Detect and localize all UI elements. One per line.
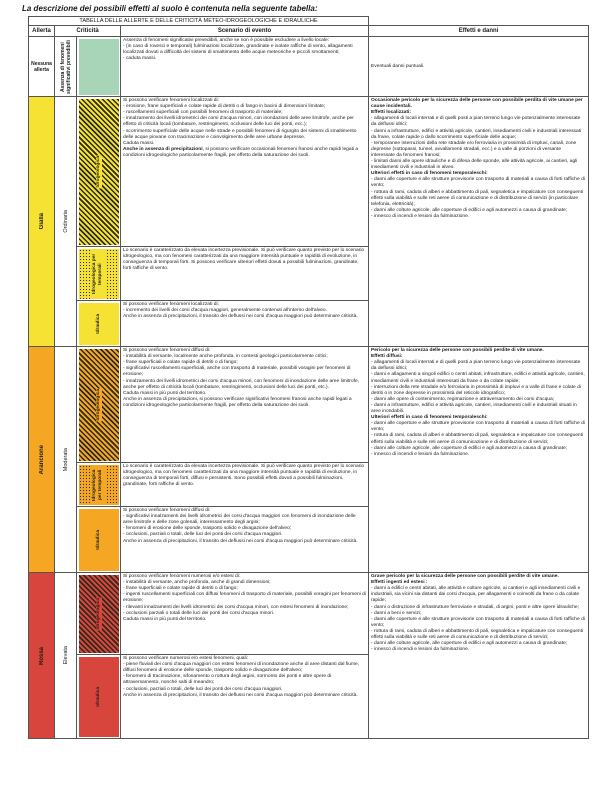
- allerta-orange-label: Arancione: [38, 444, 45, 475]
- scenario-line: - fenomeni di erosione delle sponde, trasporto solido e divagazione dell'alveo;: [123, 526, 292, 532]
- scenario-red-idraulica: [121, 655, 369, 739]
- scenario-tail: , si possono verificare occasionali fenomeni franosi anche rapidi legati a condizioni idrogeologiche particolarmente fragili, per effetto della saturazione dei suoli.: [123, 146, 359, 158]
- swatch-yellow-idrogeo: [79, 99, 119, 245]
- effetti-line: Eventuali danni puntuali.: [371, 63, 425, 69]
- effetti-line: - danni alle opere di contenimento, regimazione e attraversamento dei corsi d'acqua;: [371, 396, 555, 402]
- allerta-red-cell: [29, 573, 55, 739]
- swatch-orange-idrogeo: [79, 349, 119, 461]
- effetti-line: - danni o distruzione di infrastrutture ferroviarie e stradali, di argini, ponti e altre opere idrauliche;: [371, 604, 579, 610]
- header-effetti: Effetti e danni: [369, 26, 589, 37]
- effetti-red: [369, 573, 589, 739]
- effetti-line: Grave pericolo per la sicurezza delle persone con possibili perdite di vite umane.: [371, 574, 559, 580]
- scenario-line: - instabilità di versante, anche profonda, anche di grandi dimensioni;: [123, 580, 271, 586]
- intro-text: La descrizione dei possibili effetti al suolo è contenuta nella seguente tabella:: [22, 4, 318, 13]
- effetti-line: - rottura di rami, caduta di alberi e abbattimento di pali, segnaletica e impalcature con conseguenti effetti sulla viabilità e sulle reti aeree di comunicazione e di distribuzione di servizi (in particolare telefonia, elettricità);: [371, 189, 584, 207]
- criticita-red-label: Elevata: [62, 646, 69, 665]
- swatch-orange-idraulica: [79, 509, 119, 571]
- effetti-line: - danni a infrastrutture, edifici e attività agricole, cantieri, insediamenti civili e industriali interessati da frane, colate rapide o dallo scorrimento superficiale delle acque;: [371, 128, 582, 140]
- swatch-yellow-temporali: [79, 249, 119, 299]
- swatch-yellow-idraulica-cell: [77, 301, 121, 347]
- scenario-line: Si possono verificare numerosi e/o estesi fenomeni, quali:: [123, 656, 249, 662]
- effetti-line: - danni e allagamenti a singoli edifici o centri abitati, infrastrutture, edifici e attività agricole, cantieri, insediamenti civili e industriali interessati da frane o da colate rapide;: [371, 372, 585, 384]
- scenario-green: [121, 37, 369, 97]
- yellow-idrogeo-label: Idrogeologica: [95, 155, 101, 188]
- row-red-idrogeo: [29, 573, 589, 655]
- allerta-orange-cell: [29, 347, 55, 573]
- scenario-red-idrogeo: [121, 573, 369, 655]
- scenario-line: - innalzamento dei livelli idrometrici dei corsi d'acqua minori, con fenomeni di inondazione delle aree limitrofe, anche per effetto di criticità locali (tombature, restringimenti, occlusioni delle luci dei ponti, etc.).: [123, 378, 360, 390]
- yellow-idraulica-label: Idraulica: [95, 313, 101, 334]
- red-idraulica-label: Idraulica: [95, 686, 101, 707]
- effetti-line: - allagamenti di locali interrati e di quelli posti a pian terreno lungo vie potenzialmente interessate da deflussi idrici;: [371, 360, 581, 372]
- allerta-yellow-label: Gialla: [38, 213, 45, 230]
- scenario-line: Si possono verificare fenomeni diffusi di:: [123, 508, 211, 514]
- swatch-red-idrogeo: [79, 575, 119, 653]
- swatch-red-idraulica: [79, 657, 119, 737]
- header-allerta: Allerta: [29, 26, 55, 37]
- scenario-line: - ruscellamenti superficiali con possibili fenomeni di trasporto di materiale;: [123, 110, 283, 116]
- effetti-green: [369, 37, 589, 97]
- scenario-line: Si possono verificare fenomeni numerosi e/o estesi di:: [123, 574, 241, 580]
- effetti-line: - danni alle coperture e alle strutture provvisorie con trasporto di materiali a causa di forti raffiche di vento;: [371, 616, 585, 628]
- criticita-orange-cell: [55, 347, 77, 573]
- scenario-line: - caduta massi.: [123, 56, 157, 62]
- scenario-line: - frane superficiali e colate rapide di detriti o di fango;: [123, 586, 238, 592]
- swatch-yellow-idraulica: [79, 303, 119, 345]
- header-row: [29, 26, 589, 37]
- scenario-line: - piene fluviali dei corsi d'acqua maggiori con estesi fenomeni di inondazione anche di aree distanti dal fiume, diffusi fenomeni di erosione delle sponde, trasporto solido e divagazione dell'alveo;: [123, 662, 360, 674]
- effetti-line: - innesco di incendi e lesioni da fulminazione.: [371, 213, 470, 219]
- scenario-line: Caduta massi.: [123, 140, 155, 146]
- scenario-line: Lo scenario è caratterizzato da elevata incertezza previsionale. Si può verificare quanto previsto per lo scenario idrogeologico, ma con fenomeni caratterizzati da una maggiore intensità puntuale e rapidità di evoluzione, in conseguenza di temporali forti. Si possono verificare ulteriori effetti dovuti a possibili fulminazioni, grandinate, forti raffiche di vento.: [123, 248, 365, 272]
- allerta-green-label: Nessuna allerta: [31, 60, 52, 73]
- effetti-line: - danni a infrastrutture, edifici e attività agricole, cantieri, insediamenti civili e industriali situati in aree inondabili.: [371, 402, 577, 415]
- effetti-line: - danni alle colture agricole, alle coperture di edifici e agli automezzi a causa di grandinate;: [371, 207, 568, 213]
- criticita-green-label: Assenza di fenomeni significativi prevedibili: [59, 39, 72, 94]
- scenario-line: Si possono verificare fenomeni diffusi di:: [123, 348, 211, 354]
- scenario-orange-idrogeo: [121, 347, 369, 463]
- effetti-line: - danni alle coperture e alle strutture provvisorie con trasporto di materiali a causa di forti raffiche di vento;: [371, 177, 585, 189]
- scenario-orange-idraulica: [121, 507, 369, 573]
- effetti-line: - allagamenti di locali interrati e di quelli posti a pian terreno lungo vie potenzialmente interessate da deflussi idrici;: [371, 116, 581, 128]
- swatch-orange-temporali: [79, 465, 119, 505]
- criticita-red-cell: [55, 573, 77, 739]
- scenario-bold: Anche in assenza di precipitazioni: [123, 146, 203, 152]
- effetti-line: - danni a beni e servizi;: [371, 610, 422, 616]
- swatch-green: [79, 39, 119, 95]
- criticita-orange-label: Moderata: [62, 447, 69, 472]
- effetti-yellow: [369, 97, 589, 347]
- scenario-line: Lo scenario è caratterizzato da elevata incertezza previsionale. Si può verificare quanto previsto per lo scenario idrogeologico, ma con fenomeni caratterizzati da una maggiore intensità puntuale e rapidità di evoluzione, in conseguenza di temporali forti, diffusi e persistenti. Sono possibili effetti dovuti a possibili fulminazioni, grandinate, forti raffiche di vento.: [123, 464, 365, 488]
- effetti-line: - danni a edifici e centri abitati, alle attività e colture agricole, ai cantieri e agli insediamenti civili e industriali, sia vicini sia distanti dai corsi d'acqua, per allagamenti o coinvolti da frane o da colate rapide;: [371, 586, 581, 604]
- scenario-yellow-idrogeo: [121, 97, 369, 247]
- criticita-yellow-label: Ordinaria: [62, 210, 69, 233]
- scenario-line: Si possono verificare fenomeni localizzati di:: [123, 98, 219, 104]
- effetti-line: - rottura di rami, caduta di alberi e abbattimento di pali, segnaletica e impalcature con conseguenti effetti sulla viabilità e sulle reti aeree di comunicazione e di distribuzione di servizi;: [371, 628, 584, 641]
- scenario-line: Caduta massi in più punti del territorio.: [123, 390, 207, 396]
- scenario-line: - incremento dei livelli dei corsi d'acqua maggiori, generalmente contenuti all'interno dell'alveo.: [123, 308, 327, 314]
- scenario-line: - rilevanti innalzamenti dei livelli idrometrici dei corsi d'acqua minori, con estesi fenomeni di inondazione;: [123, 604, 349, 610]
- effetti-line: - innesco di incendi e lesioni da fulminazione.: [371, 647, 470, 653]
- effetti-orange: [369, 347, 589, 573]
- effetti-line: - danni alle colture agricole, alle coperture di edifici e agli automezzi a causa di grandinate;: [371, 641, 568, 647]
- orange-idraulica-label: Idraulica: [95, 529, 101, 550]
- alert-table: [28, 16, 589, 739]
- effetti-line: - danni alle coperture e alle strutture provvisorie con trasporto di materiali a causa di forti raffiche di vento;: [371, 421, 585, 433]
- effetti-line: - rottura di rami, caduta di alberi e abbattimento di pali, segnaletica e impalcature con conseguenti effetti sulla viabilità e sulle reti aeree di comunicazione e di distribuzione di servizi;: [371, 433, 584, 445]
- swatch-orange-temporali-cell: [77, 463, 121, 507]
- header-criticita: Criticità: [55, 26, 121, 37]
- scenario-line: Caduta massi in più punti del territorio.: [123, 616, 207, 622]
- scenario-line: - occlusioni parziali o totali delle luci dei ponti dei corsi d'acqua minori.: [123, 610, 275, 616]
- scenario-line: [123, 147, 366, 159]
- scenario-line: Anche in assenza di precipitazioni, il transito dei deflussi nei corsi d'acqua maggiori può determinare criticità.: [123, 314, 358, 320]
- orange-idrogeo-label: Idrogeologica: [95, 388, 101, 421]
- effetti-line: Effetti ingenti ed estesi :: [371, 580, 428, 586]
- effetti-line: Effetti localizzati:: [371, 110, 411, 116]
- allerta-green-cell: [29, 37, 55, 97]
- swatch-green-cell: [77, 37, 121, 97]
- red-idrogeo-label: Idrogeologica: [95, 597, 101, 630]
- scenario-line: - instabilità di versante, localmente anche profonda, in contesti geologici particolarmente critici;: [123, 354, 328, 360]
- scenario-line: Assenza di fenomeni significativi prevedibili, anche se non è possibile escludere a livello locale:: [123, 38, 330, 44]
- scenario-line: Anche in assenza di precipitazioni, il transito dei deflussi nei corsi d'acqua maggiori può determinare criticità.: [123, 538, 358, 544]
- scenario-line: Anche in assenza di precipitazioni, il transito dei deflussi nei corsi d'acqua maggiori può determinare criticità.: [123, 692, 358, 698]
- row-orange-idrogeo: [29, 347, 589, 463]
- scenario-line: - ingenti ruscellamenti superficiali con diffusi fenomeni di trasporto di materiale, possibili voragini per fenomeni di erosione;: [123, 592, 366, 604]
- allerta-red-label: Rossa: [38, 646, 45, 665]
- row-green: [29, 37, 589, 97]
- scenario-line: - frane superficiali e colate rapide di detriti o di fango;: [123, 360, 238, 366]
- orange-temporali-label: Idrogeologica per temporali: [92, 465, 106, 505]
- scenario-line: - significativi ruscellamenti superficiali, anche con trasporto di materiale, possibili voragini per fenomeni di erosione;: [123, 366, 351, 378]
- swatch-orange-idrogeo-cell: [77, 347, 121, 463]
- yellow-temporali-label: Idrogeologica per temporali: [92, 249, 106, 299]
- scenario-yellow-temporali: [121, 247, 369, 301]
- scenario-orange-temporali: [121, 463, 369, 507]
- scenario-line: - erosione, frane superficiali e colate rapide di detriti o di fango in bacini di dimensioni limitate;: [123, 104, 326, 110]
- criticita-green-cell: [55, 37, 77, 97]
- scenario-line: - occlusioni, parziali o totali, delle luci dei ponti dei corsi d'acqua maggiori.: [123, 686, 283, 692]
- effetti-line: Occasionale pericolo per la sicurezza delle persone con possibile perdita di vite umane per cause incidentali.: [371, 98, 583, 110]
- criticita-yellow-cell: [55, 97, 77, 347]
- effetti-line: - limitati danni alle opere idrauliche e di difesa delle sponde, alle attività agricole, ai cantieri, agli insediamenti civili e industriali in alveo.: [371, 159, 578, 171]
- effetti-line: - danni alle colture agricole, alle coperture di edifici e agli automezzi a causa di grandinate;: [371, 445, 568, 451]
- scenario-yellow-idraulica: [121, 301, 369, 347]
- scenario-line: - significativi innalzamenti dei livelli idrometrici dei corsi d'acqua maggiori con fenomeni di inondazione delle aree limitrofe e delle zone golenali, interessamento degli argini;: [123, 514, 356, 526]
- effetti-line: - innesco di incendi e lesioni da fulminazione.: [371, 451, 470, 457]
- swatch-yellow-temporali-cell: [77, 247, 121, 301]
- allerta-yellow-cell: [29, 97, 55, 347]
- alert-table-wrapper: [28, 16, 588, 786]
- table-title: TABELLA DELLE ALLERTE E DELLE CRITICITÀ METEO-IDROGEOLOGICHE E IDRAULICHE: [29, 17, 369, 26]
- scenario-line: - scorrimento superficiale delle acque nelle strade e possibili fenomeni di rigurgito dei sistemi di smaltimento delle acque piovane con tracimazione e coinvolgimento delle aree urbane depresse.: [123, 128, 357, 140]
- swatch-red-idrogeo-cell: [77, 573, 121, 655]
- effetti-line: Ulteriori effetti in caso di fenomeni temporaleschi:: [371, 415, 488, 421]
- scenario-line: - occlusioni, parziali o totali, delle luci dei ponti dei corsi d'acqua maggiori.: [123, 532, 283, 538]
- row-yellow-idrogeo: [29, 97, 589, 247]
- scenario-line: - (in caso di rovesci e temporali) fulminazioni localizzate, grandinate e isolate raffiche di vento, allagamenti localizzati dovuti a difficoltà dei sistemi di smaltimento delle acque meteoriche e piccoli smottamenti;: [123, 44, 353, 56]
- scenario-line: Si possono verificare fenomeni localizzati di:: [123, 302, 219, 308]
- swatch-yellow-idrogeo-cell: [77, 97, 121, 247]
- swatch-red-idraulica-cell: [77, 655, 121, 739]
- effetti-line: Pericolo per la sicurezza delle persone con possibili perdite di vite umane.: [371, 348, 544, 354]
- scenario-line: - innalzamento dei livelli idrometrici dei corsi d'acqua minori, con inondazioni delle aree limitrofe, anche per effetto di criticità locali (tombature, restringimenti, occlusioni delle luci dei ponti, ecc.);: [123, 116, 354, 128]
- effetti-line: Effetti diffusi:: [371, 354, 403, 360]
- effetti-line: - interruzioni della rete stradale e/o ferroviaria in prossimità di impluvi e a valle di frane e colate di detriti o in zone depresse in prossimità del reticolo idrografico;: [371, 384, 581, 396]
- effetti-line: - temporanee interruzioni della rete stradale e/o ferroviaria in prossimità di impluvi, canali, zone depresse (sottopassi, tunnel, avvallamenti stradali, ecc.) e a valle di porzioni di versante interessate da fenomeni franosi;: [371, 140, 577, 158]
- header-scenario: Scenario di evento: [121, 26, 369, 37]
- scenario-line: - fenomeni di tracimazione, sifonamento o rottura degli argini, sormonto dei ponti e altre opere di attraversamento, nonché salti di meandro;: [123, 674, 332, 686]
- scenario-line: Anche in assenza di precipitazioni, si possono verificare significativi fenomeni franosi anche rapidi legati a condizioni idrogeologiche particolarmente fragili, per effetto della saturazione dei suoli.: [123, 396, 352, 408]
- swatch-orange-idraulica-cell: [77, 507, 121, 573]
- effetti-line: Ulteriori effetti in caso di fenomeni temporaleschi:: [371, 171, 488, 177]
